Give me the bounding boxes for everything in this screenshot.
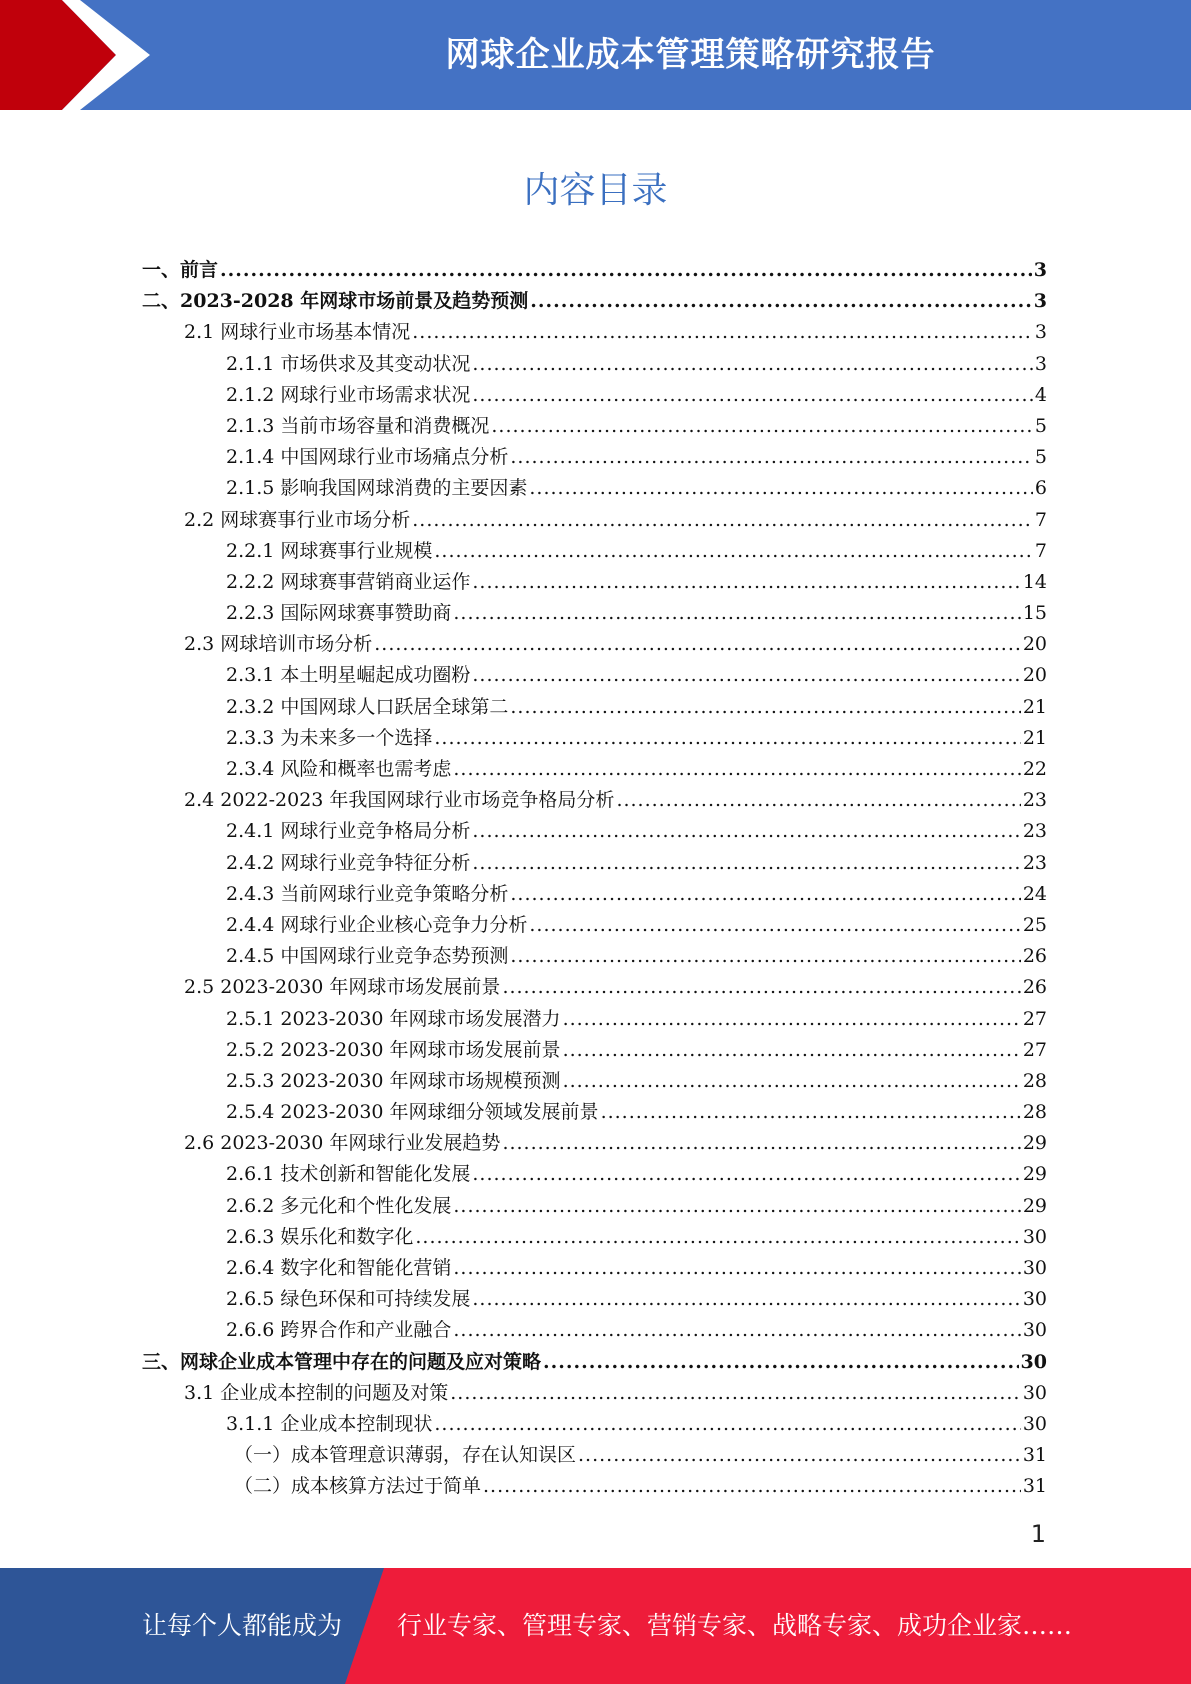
toc-entry-label: 2.6.1 技术创新和智能化发展 xyxy=(226,1163,471,1186)
toc-leader-dots xyxy=(453,602,1020,624)
toc-leader-dots xyxy=(453,1319,1020,1341)
toc-entry-label: 2.3.1 本土明星崛起成功圈粉 xyxy=(226,664,471,687)
toc-entry-page: 23 xyxy=(1022,851,1047,874)
toc-entry[interactable] xyxy=(142,723,1047,754)
toc-entry[interactable] xyxy=(142,1097,1047,1128)
toc-entry-label: 2.6.4 数字化和智能化营销 xyxy=(226,1257,452,1279)
toc-entry-label: 2.4.1 网球行业竞争格局分析 xyxy=(226,820,471,843)
toc-entry[interactable] xyxy=(142,380,1047,411)
toc-entry-page: 29 xyxy=(1022,1132,1047,1155)
toc-entry-page: 21 xyxy=(1022,726,1047,749)
toc-entry-page: 30 xyxy=(1022,1257,1047,1279)
toc-entry-label: 2.2.1 网球赛事行业规模 xyxy=(226,539,433,562)
toc-entry[interactable] xyxy=(142,1066,1047,1097)
toc-leader-dots xyxy=(530,290,1032,312)
toc-entry-page: 30 xyxy=(1022,1288,1047,1311)
toc-leader-dots xyxy=(472,852,1020,874)
page-number: 1 xyxy=(1030,1520,1046,1548)
toc-entry[interactable] xyxy=(142,1315,1047,1346)
toc-entry-page: 15 xyxy=(1022,602,1047,625)
toc-entry-page: 30 xyxy=(1022,1381,1047,1404)
toc-entry-page: 22 xyxy=(1022,758,1047,780)
toc-entry-label: 2.6.5 绿色环保和可持续发展 xyxy=(226,1288,471,1311)
toc-entry-page: 5 xyxy=(1034,446,1047,469)
toc-entry[interactable] xyxy=(142,910,1047,941)
toc-leader-dots xyxy=(450,1382,1021,1404)
report-title: 网球企业成本管理策略研究报告 xyxy=(445,35,936,75)
toc-entry[interactable] xyxy=(142,1440,1047,1471)
toc-entry[interactable] xyxy=(142,660,1047,691)
toc-leader-dots xyxy=(434,1413,1020,1435)
toc-leader-dots xyxy=(543,1351,1019,1373)
toc-leader-dots xyxy=(472,1163,1020,1185)
toc-entry-page: 3 xyxy=(1033,259,1047,281)
toc-entry[interactable] xyxy=(142,567,1047,598)
toc-entry-page: 24 xyxy=(1022,882,1047,905)
toc-leader-dots xyxy=(453,1195,1020,1217)
toc-entry-page: 23 xyxy=(1022,789,1047,812)
toc-entry[interactable] xyxy=(142,473,1047,504)
toc-entry-label: 2.5.3 2023-2030 年网球市场规模预测 xyxy=(226,1069,561,1092)
toc-entry[interactable] xyxy=(142,1409,1047,1440)
toc-leader-dots xyxy=(434,540,1033,562)
toc-entry[interactable] xyxy=(142,505,1047,536)
page-header xyxy=(0,0,1191,110)
toc-leader-dots xyxy=(412,509,1033,531)
toc-entry-page: 7 xyxy=(1034,508,1047,531)
toc-entry[interactable] xyxy=(142,1253,1047,1284)
toc-entry-page: 30 xyxy=(1022,1319,1047,1342)
toc-entry-page: 27 xyxy=(1022,1007,1047,1030)
toc-entry-label: 3.1.1 企业成本控制现状 xyxy=(226,1412,433,1435)
toc-entry-label: 2.1.3 当前市场容量和消费概况 xyxy=(226,414,490,437)
toc-entry-label: 2.4.2 网球行业竞争特征分析 xyxy=(226,851,471,874)
toc-title: 内容目录 xyxy=(523,170,668,211)
toc-leader-dots xyxy=(472,820,1020,842)
toc-leader-dots xyxy=(616,789,1020,811)
toc-leader-dots xyxy=(472,571,1020,593)
toc-entry-label: 2.5.4 2023-2030 年网球细分领域发展前景 xyxy=(226,1101,599,1124)
toc-entry-label: （一）成本管理意识薄弱，存在认知误区 xyxy=(234,1444,577,1467)
toc-entry[interactable] xyxy=(142,1378,1047,1409)
toc-entry-page: 28 xyxy=(1022,1069,1047,1092)
toc-entry-page: 28 xyxy=(1022,1101,1047,1124)
toc-entry-page: 5 xyxy=(1034,414,1047,437)
toc-leader-dots xyxy=(453,758,1020,780)
toc-leader-dots xyxy=(578,1444,1021,1466)
toc-entry-label: 2.1.4 中国网球行业市场痛点分析 xyxy=(226,446,509,469)
toc-entry[interactable] xyxy=(142,317,1047,348)
toc-entry[interactable] xyxy=(142,1004,1047,1035)
toc-leader-dots xyxy=(220,259,1032,281)
toc-entry-page: 31 xyxy=(1022,1475,1047,1498)
toc-entry-page: 3 xyxy=(1033,290,1047,313)
toc-leader-dots xyxy=(510,446,1033,468)
toc-entry-label: 2.5 2023-2030 年网球市场发展前景 xyxy=(184,976,501,999)
toc-entry[interactable] xyxy=(142,754,1047,785)
toc-entry-label: 2.1.5 影响我国网球消费的主要因素 xyxy=(226,477,528,500)
toc-entry[interactable] xyxy=(142,1159,1047,1190)
toc-entry-page: 30 xyxy=(1022,1225,1047,1248)
toc-entry-page: 7 xyxy=(1034,539,1047,562)
toc-entry-page: 25 xyxy=(1022,913,1047,936)
toc-entry-page: 26 xyxy=(1022,976,1047,999)
toc-leader-dots xyxy=(502,976,1020,998)
toc-leader-dots xyxy=(453,1257,1020,1279)
toc-leader-dots xyxy=(412,321,1033,343)
toc-entry-label: 2.6.6 跨界合作和产业融合 xyxy=(226,1319,452,1342)
toc-entry[interactable] xyxy=(142,1222,1047,1253)
toc-entry[interactable] xyxy=(142,941,1047,972)
toc-leader-dots xyxy=(601,1101,1021,1123)
toc-entry[interactable] xyxy=(142,816,1047,847)
toc-entry-page: 6 xyxy=(1034,477,1047,500)
toc-entry-label: 2.3.4 风险和概率也需考虑 xyxy=(226,758,452,780)
toc-entry-label: 2.4 2022-2023 年我国网球行业市场竞争格局分析 xyxy=(184,789,615,812)
toc-entry[interactable] xyxy=(142,629,1047,660)
toc-entry[interactable] xyxy=(142,879,1047,910)
toc-entry-label: （二）成本核算方法过于简单 xyxy=(234,1475,482,1498)
toc-entry[interactable] xyxy=(142,692,1047,723)
toc-leader-dots xyxy=(502,1132,1020,1154)
toc-entry-page: 30 xyxy=(1022,1412,1047,1435)
toc-leader-dots xyxy=(491,415,1033,437)
footer-slogan-right: 行业专家、管理专家、营销专家、战略专家、成功企业家…… xyxy=(397,1611,1073,1640)
toc-entry-label: 三、网球企业成本管理中存在的问题及应对策略 xyxy=(142,1350,542,1373)
toc-entry-label: 一、前言 xyxy=(142,259,219,281)
toc-leader-dots xyxy=(563,1039,1021,1061)
toc-leader-dots xyxy=(563,1008,1021,1030)
toc-entry-label: 2.2.3 国际网球赛事赞助商 xyxy=(226,602,452,625)
toc-leader-dots xyxy=(472,1288,1020,1310)
toc-entry-label: 3.1 企业成本控制的问题及对策 xyxy=(184,1381,449,1404)
toc-entry-label: 2.1.2 网球行业市场需求状况 xyxy=(226,383,471,406)
toc-entry-page: 31 xyxy=(1022,1444,1047,1467)
toc-entry-label: 2.3.3 为未来多一个选择 xyxy=(226,726,433,749)
toc-entry-label: 2.2.2 网球赛事营销商业运作 xyxy=(226,570,471,593)
toc-leader-dots xyxy=(483,1475,1021,1497)
table-of-contents xyxy=(142,255,1047,1503)
toc-entry-label: 2.6.2 多元化和个性化发展 xyxy=(226,1194,452,1217)
toc-leader-dots xyxy=(472,664,1020,686)
toc-entry-label: 2.6 2023-2030 年网球行业发展趋势 xyxy=(184,1132,501,1155)
toc-entry-label: 2.2 网球赛事行业市场分析 xyxy=(184,508,411,531)
toc-entry[interactable] xyxy=(142,972,1047,1003)
toc-entry[interactable] xyxy=(142,1128,1047,1159)
toc-entry-page: 23 xyxy=(1022,820,1047,843)
toc-leader-dots xyxy=(472,384,1033,406)
toc-entry-label: 2.4.4 网球行业企业核心竞争力分析 xyxy=(226,913,528,936)
toc-entry-page: 3 xyxy=(1034,352,1047,375)
toc-entry-label: 2.1.1 市场供求及其变动状况 xyxy=(226,352,471,375)
toc-entry-page: 20 xyxy=(1022,633,1047,656)
toc-entry-page: 4 xyxy=(1034,383,1047,406)
toc-entry-label: 2.4.5 中国网球行业竞争态势预测 xyxy=(226,945,509,968)
toc-entry[interactable] xyxy=(142,286,1047,317)
footer-slogan-left: 让每个人都能成为 xyxy=(142,1611,343,1640)
toc-entry-label: 2.3 网球培训市场分析 xyxy=(184,633,373,656)
toc-entry-label: 2.6.3 娱乐化和数字化 xyxy=(226,1225,414,1248)
toc-entry-label: 2.3.2 中国网球人口跃居全球第二 xyxy=(226,695,509,718)
toc-entry[interactable] xyxy=(142,442,1047,473)
toc-entry-label: 2.5.1 2023-2030 年网球市场发展潜力 xyxy=(226,1007,561,1030)
toc-entry[interactable] xyxy=(142,349,1047,380)
toc-leader-dots xyxy=(529,914,1020,936)
toc-entry-page: 20 xyxy=(1022,664,1047,687)
toc-leader-dots xyxy=(510,883,1020,905)
toc-entry-page: 21 xyxy=(1022,695,1047,718)
toc-entry-page: 26 xyxy=(1022,945,1047,968)
toc-leader-dots xyxy=(374,633,1021,655)
toc-entry-page: 14 xyxy=(1022,570,1047,593)
toc-entry[interactable] xyxy=(142,255,1047,286)
toc-leader-dots xyxy=(510,696,1020,718)
toc-entry-label: 2.1 网球行业市场基本情况 xyxy=(184,321,411,344)
toc-entry[interactable] xyxy=(142,598,1047,629)
toc-leader-dots xyxy=(529,477,1033,499)
toc-entry[interactable] xyxy=(142,1347,1047,1378)
toc-entry[interactable] xyxy=(142,411,1047,442)
toc-entry-page: 29 xyxy=(1022,1194,1047,1217)
toc-entry-label: 2.5.2 2023-2030 年网球市场发展前景 xyxy=(226,1038,561,1061)
toc-leader-dots xyxy=(563,1070,1021,1092)
toc-entry-label: 二、2023-2028 年网球市场前景及趋势预测 xyxy=(142,290,529,313)
toc-entry-label: 2.4.3 当前网球行业竞争策略分析 xyxy=(226,882,509,905)
toc-entry-page: 30 xyxy=(1020,1350,1047,1373)
toc-leader-dots xyxy=(510,945,1020,967)
toc-entry[interactable] xyxy=(142,536,1047,567)
toc-leader-dots xyxy=(415,1226,1020,1248)
toc-entry-page: 29 xyxy=(1022,1163,1047,1186)
toc-entry-page: 27 xyxy=(1022,1038,1047,1061)
toc-entry[interactable] xyxy=(142,785,1047,816)
toc-entry[interactable] xyxy=(142,848,1047,879)
toc-leader-dots xyxy=(472,353,1033,375)
toc-entry[interactable] xyxy=(142,1284,1047,1315)
page-footer xyxy=(0,1568,1191,1684)
toc-leader-dots xyxy=(434,727,1020,749)
toc-entry[interactable] xyxy=(142,1191,1047,1222)
toc-entry[interactable] xyxy=(142,1035,1047,1066)
toc-entry[interactable] xyxy=(142,1471,1047,1502)
toc-entry-page: 3 xyxy=(1034,321,1047,344)
